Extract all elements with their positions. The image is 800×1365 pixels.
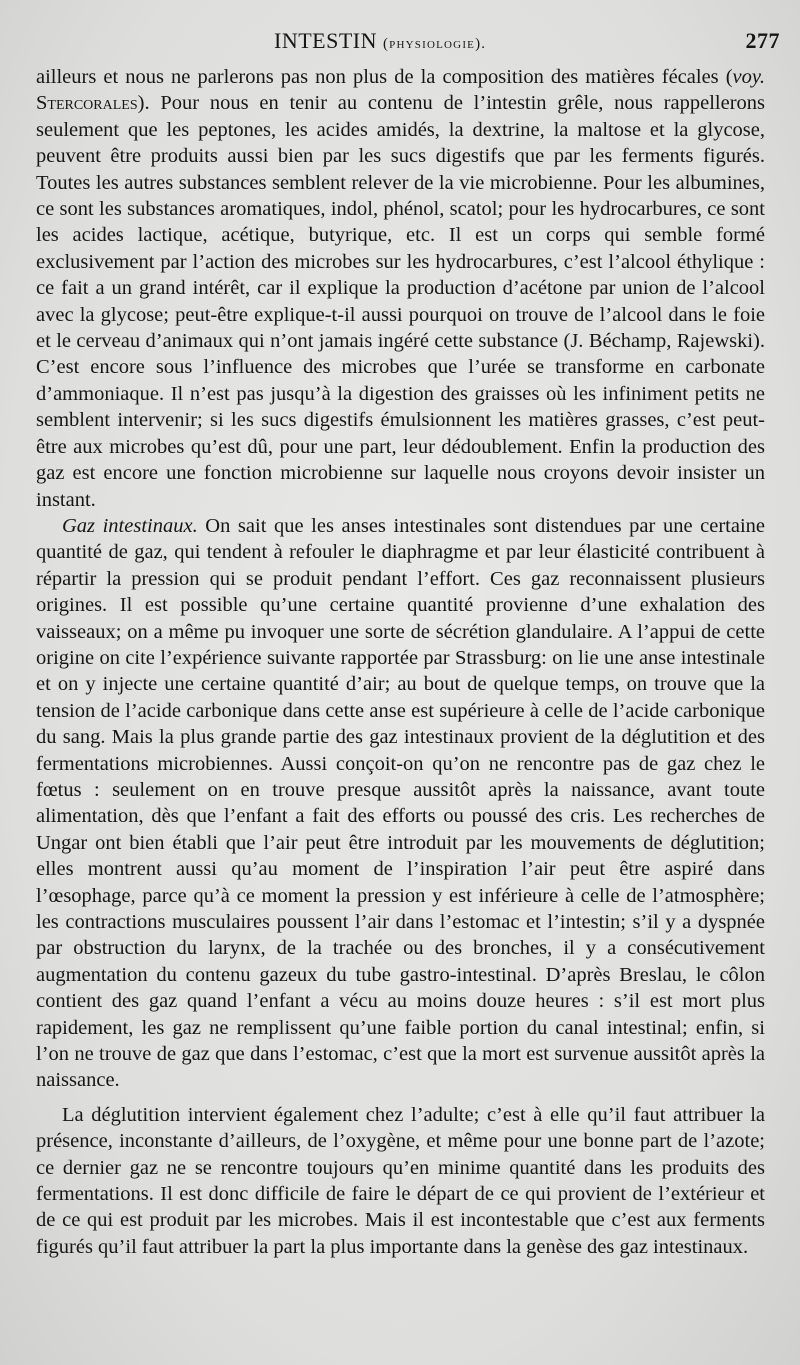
running-title <box>274 28 486 54</box>
paragraph-3 <box>36 1102 765 1260</box>
paragraph-1-part-a: ailleurs et nous ne parlerons pas non plus de la composition des matières fécales ( <box>36 66 733 88</box>
page-number: 277 <box>745 28 780 53</box>
body-text <box>36 64 765 1260</box>
voy-abbrev: voy. <box>732 66 765 88</box>
paragraph-1 <box>36 64 765 513</box>
section-heading: Gaz intestinaux. <box>62 514 198 537</box>
running-title-sub: (physiologie). <box>382 36 487 52</box>
paragraph-3-text: La déglutition intervient également chez l’adulte; c’est à elle qu’il faut attribuer la présence, inconstante d’ailleurs, de l’oxygène, et même pour une bonne part de l’azote; ce dernier gaz ne se rencontre toujours qu’en minime quantité dans les produits des fermentations. Il est donc difficile de faire le départ de ce qui provient de l’extérieur et de ce qui est produit par les microbes. Mais il est incontestable que c’est aux ferments figurés qu’il faut attribuer la part la plus importante dans la genèse des gaz intestinaux. <box>36 1103 765 1258</box>
paragraph-1-part-b: ). Pour nous en tenir au contenu de l’intestin grêle, nous rappellerons seulement que les peptones, les acides amidés, la dextrine, la maltose et la glycose, peuvent être produits aussi bien par les sucs digestifs que par les ferments figurés. Toutes les autres substances semblent relever de la vie microbienne. Pour les albumines, ce sont les substances aromatiques, indol, phénol, scatol; pour les hydrocarbures, ce sont les acides lactique, acétique, butyrique, etc. Il est un corps qui semble formé exclusivement par l’action des microbes sur les hydrocarbures, c’est l’alcool éthylique : ce fait a un grand intérêt, car il explique la production d’acétone par union de l’alcool avec la glycose; peut-être explique-t-il aussi pourquoi on trouve de l’alcool dans le foie et le cerveau d’animaux qui n’ont jamais ingéré cette substance (J. Béchamp, Rajewski). C’est encore sous l’influence des microbes que l’urée se transforme en carbonate d’ammoniaque. Il n’est pas jusqu’à la digestion des graisses où les infiniment petits ne semblent intervenir; si les sucs digestifs émulsionnent les matières grasses, c’est peut-être aux microbes qu’est dû, pour une part, leur dédoublement. Enfin la production des gaz est encore une fonction microbienne sur laquelle nous croyons devoir insister un instant. <box>36 92 765 511</box>
cross-reference: Stercorales <box>36 92 138 115</box>
paragraph-2 <box>36 513 765 1094</box>
running-header <box>36 28 780 58</box>
paragraph-2-text: On sait que les anses intestinales sont distendues par une certaine quantité de gaz, qui tendent à refouler le diaphragme et par leur élasticité contribuent à répartir la pression qui se produit pendant l’effort. Ces gaz reconnaissent plusieurs origines. Il est possible qu’une certaine quantité provienne d’une exhalation des vaisseaux; on a même pu invoquer une sorte de sécrétion glandulaire. A l’appui de cette origine on cite l’expérience suivante rapportée par Strassburg: on lie une anse intestinale et on y injecte une certaine quantité d’air; au bout de quelque temps, on trouve que la tension de l’acide carbonique dans cette anse est supérieure à celle de l’acide carbonique du sang. Mais la plus grande partie des gaz intestinaux provient de la déglutition et des fermentations microbiennes. Aussi conçoit-on qu’on ne rencontre pas de gaz chez le fœtus : seulement on en trouve presque aussitôt après la naissance, avant toute alimentation, dès que l’enfant a fait des efforts ou poussé des cris. Les recherches de Ungar ont bien établi que l’air peut être introduit par les mouvements de déglutition; elles montrent aussi qu’au moment de l’inspiration l’air peut être aspiré dans l’œsophage, parce qu’à ce moment la pression y est inférieure à celle de l’atmosphère; les contractions musculaires poussent l’air dans l’estomac et l’intestin; s’il y a dyspnée par obstruction du larynx, de la trachée ou des bronches, il y a consécutivement augmentation du contenu gazeux du tube gastro-intestinal. D’après Breslau, le côlon contient des gaz quand l’enfant a vécu au moins douze heures : s’il est mort plus rapidement, les gaz ne remplissent qu’une faible portion du canal intestinal; enfin, si l’on ne trouve de gaz que dans l’estomac, c’est que la mort est survenue aussitôt après la naissance. <box>36 514 765 1092</box>
running-title-main: INTESTIN <box>274 28 377 53</box>
